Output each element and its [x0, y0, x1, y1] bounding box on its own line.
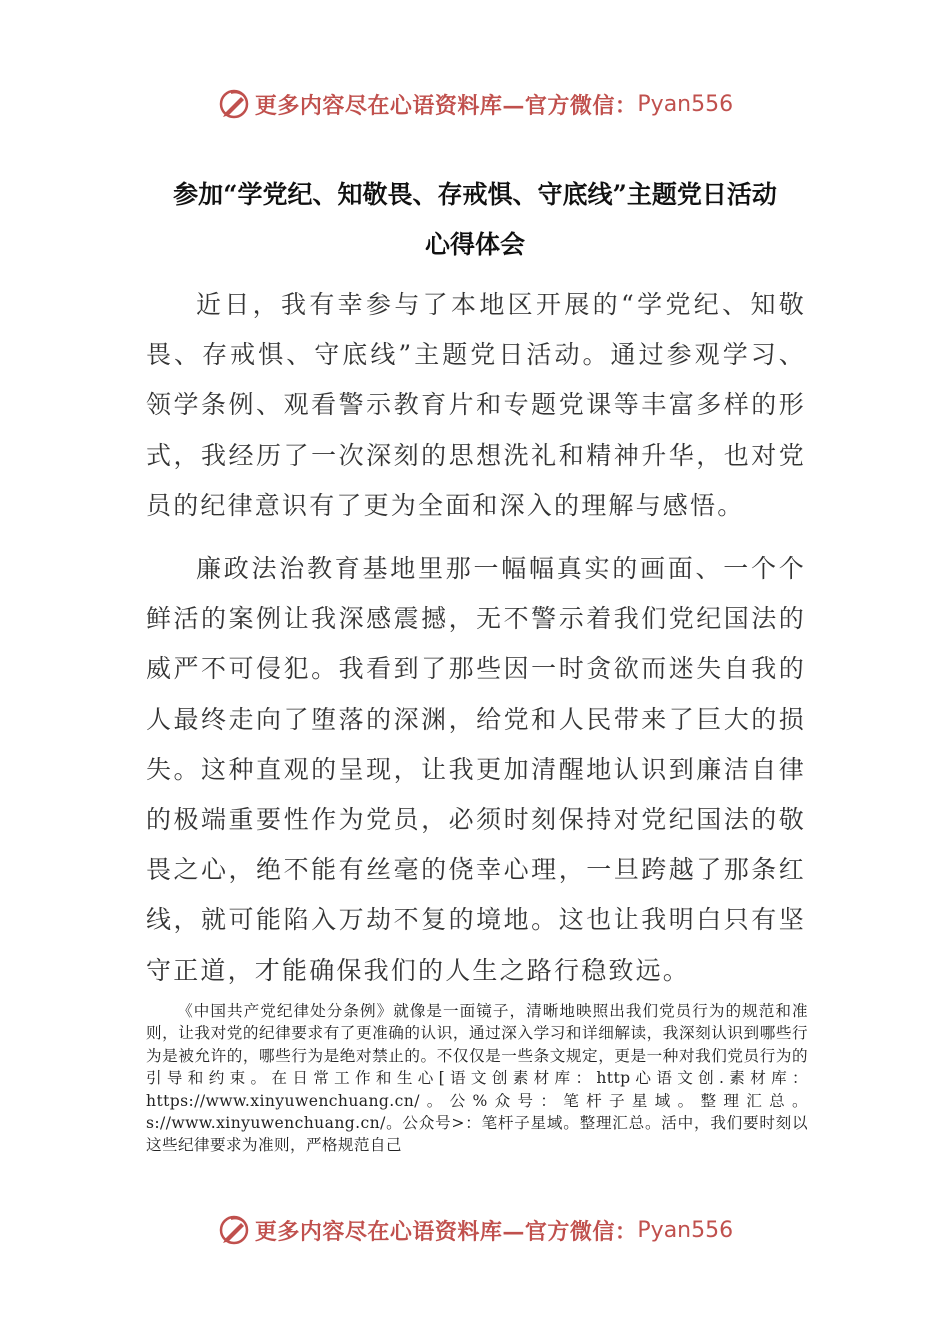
header-watermark: [0, 82, 950, 126]
paragraph-2: 廉政法治教育基地里那一幅幅真实的画面、一个个鲜活的案例让我深感震撼，无不警示着我们党纪国法的威严不可侵犯。我看到了那些因一时贪欲而迷失自我的人最终走向了堕落的深渊，给党和人民带来了巨大的损失。这种直观的呈现，让我更加清醒地认识到廉洁自律的极端重要性作为党员，必须时刻保持对党纪国法的敬畏之心，绝不能有丝毫的侥幸心理，一旦跨越了那条红线，就可能陷入万劫不复的境地。这也让我明白只有坚守正道，才能确保我们的人生之路行稳致远。: [146, 554, 806, 985]
watermark-handle: Pyan556: [637, 91, 734, 117]
watermark-text: 更多内容尽在心语资料库—官方微信：: [254, 92, 638, 119]
watermark-text: 更多内容尽在心语资料库—官方微信：: [254, 1218, 638, 1245]
document-subtitle: 心得体会: [424, 230, 525, 259]
pen-logo-icon: [217, 87, 251, 121]
document-title: 参加“学党纪、知敬畏、存戒惧、守底线”主题党日活动: [173, 180, 777, 209]
footer-watermark: [0, 1208, 950, 1252]
paragraph-1: 近日，我有幸参与了本地区开展的“学党纪、知敬畏、存戒惧、守底线”主题党日活动。通过参观学习、领学条例、观看警示教育片和专题党课等丰富多样的形式，我经历了一次深刻的思想洗礼和精神升华，也对党员的纪律意识有了更为全面和深入的理解与感悟。: [146, 290, 806, 520]
pen-logo-icon: [217, 1213, 251, 1247]
paragraph-3: 《中国共产党纪律处分条例》就像是一面镜子，清晰地映照出我们党员行为的规范和准则，让我对党的纪律要求有了更准确的认识，通过深入学习和详细解读，我深刻认识到哪些行为是被允许的，哪些行为是绝对禁止的。不仅仅是一些条文规定，更是一种对我们党员行为的引导和约束。在日常工作和生心[语文创素材库：http心语文创.素材库：https://www.xinyuwenchuang.cn/。公%众号：笔杆子星域。整理汇总。s://www.xinyuwenchuang.cn/。公众号>：笔杆子星域。整理汇总。活中，我们要时刻以这些纪律要求为准则，严格规范自己: [146, 1002, 808, 1155]
watermark-handle: Pyan556: [637, 1217, 734, 1243]
